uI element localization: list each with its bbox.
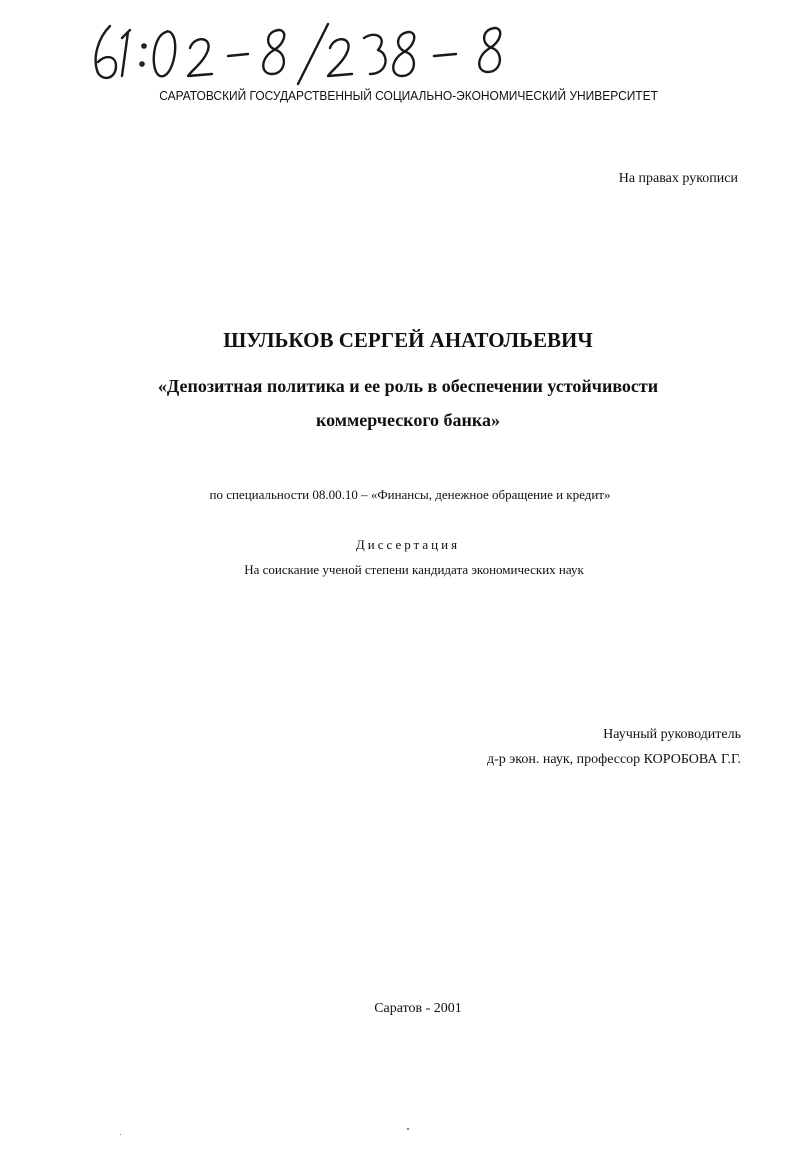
scan-speck [407,1128,409,1130]
author-name: ШУЛЬКОВ СЕРГЕЙ АНАТОЛЬЕВИЧ [223,328,593,352]
dissertation-title-line-2: коммерческого банка» [315,410,501,430]
handwritten-archive-number-drawing [88,18,528,88]
specialty-line: по специальности 08.00.10 – «Финансы, денежное обращение и кредит» [209,487,611,502]
manuscript-rights-note: На правах рукописи [618,171,738,186]
document-type: Диссертация [355,537,461,552]
supervisor-name: д-р экон. наук, профессор КОРОБОВА Г.Г. [486,752,741,767]
dissertation-title-line-1: «Депозитная политика и ее роль в обеспечении устойчивости [157,376,659,396]
university-name: САРАТОВСКИЙ ГОСУДАРСТВЕННЫЙ СОЦИАЛЬНО-ЭКОНОМИЧЕСКИЙ УНИВЕРСИТЕТ [159,88,658,103]
scan-speck [120,1134,121,1135]
city-and-year: Саратов - 2001 [374,1001,462,1016]
supervisor-label: Научный руководитель [603,727,741,742]
degree-line: На соискание ученой степени кандидата экономических наук [244,562,584,577]
handwritten-archive-number [88,18,528,88]
